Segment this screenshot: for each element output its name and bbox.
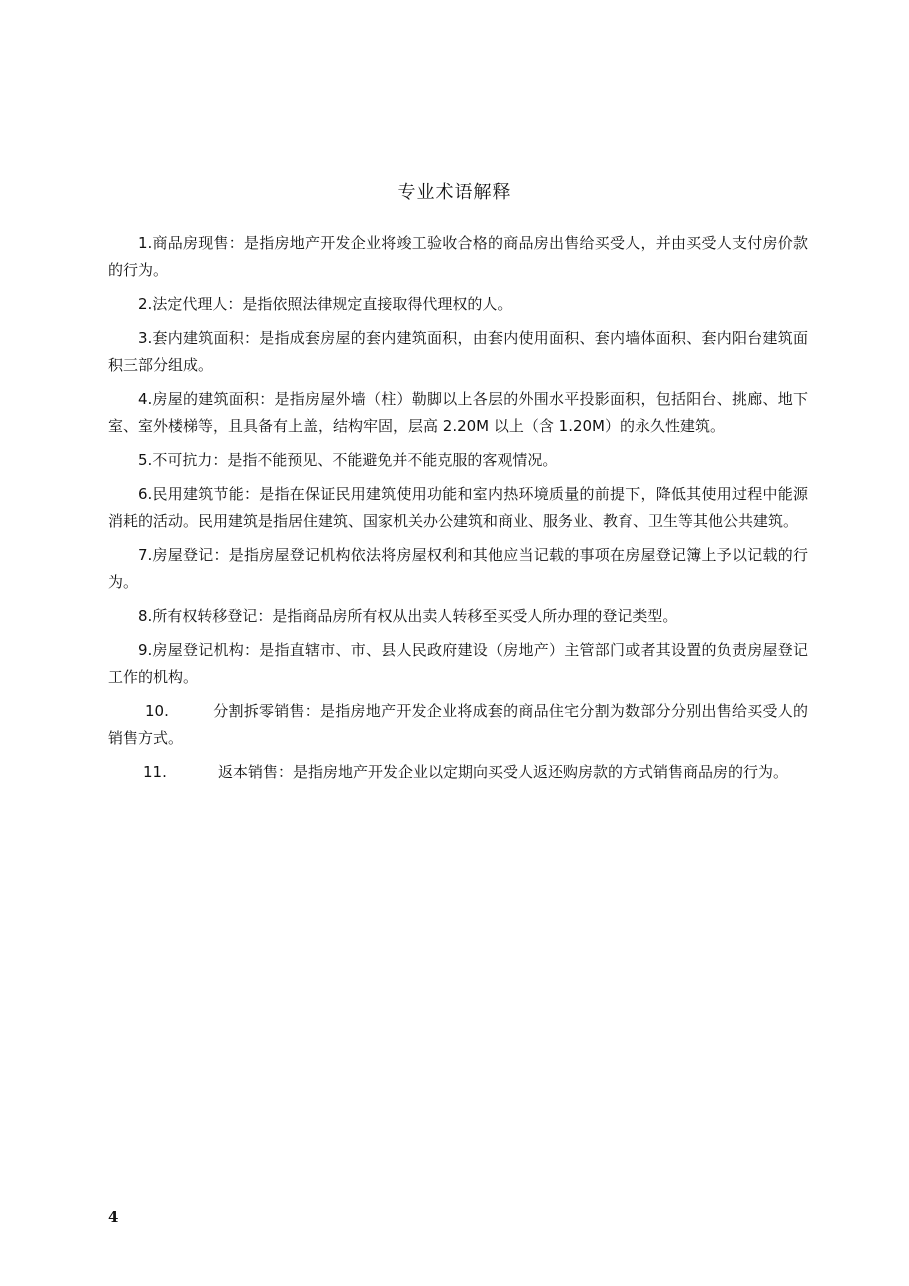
item-text: 返本销售：是指房地产开发企业以定期向买受人返还购房款的方式销售商品房的行为。 xyxy=(218,763,789,781)
list-item xyxy=(108,603,808,630)
list-item xyxy=(108,481,808,535)
item-number: 11. xyxy=(143,763,167,781)
item-text: 所有权转移登记：是指商品房所有权从出卖人转移至买受人所办理的登记类型。 xyxy=(152,607,678,625)
list-item xyxy=(108,325,808,379)
item-text: 房屋登记机构：是指直辖市、市、县人民政府建设（房地产）主管部门或者其设置的负责房屋登记工作的机构。 xyxy=(108,641,808,686)
item-number: 9. xyxy=(138,641,153,659)
item-text: 商品房现售：是指房地产开发企业将竣工验收合格的商品房出售给买受人，并由买受人支付房价款的行为。 xyxy=(108,234,808,279)
item-text: 房屋登记：是指房屋登记机构依法将房屋权利和其他应当记载的事项在房屋登记簿上予以记载的行为。 xyxy=(108,546,808,591)
list-item xyxy=(108,447,808,474)
list-item xyxy=(108,637,808,691)
item-text: 房屋的建筑面积：是指房屋外墙（柱）勒脚以上各层的外围水平投影面积，包括阳台、挑廊、地下室、室外楼梯等，且具备有上盖，结构牢固，层高 2.20M 以上（含 1.20M）的永久性建筑。 xyxy=(108,390,808,435)
item-number: 6. xyxy=(138,485,153,503)
item-text: 民用建筑节能：是指在保证民用建筑使用功能和室内热环境质量的前提下，降低其使用过程中能源消耗的活动。民用建筑是指居住建筑、国家机关办公建筑和商业、服务业、教育、卫生等其他公共建筑。 xyxy=(108,485,808,530)
list-item xyxy=(108,698,808,752)
item-number: 8. xyxy=(138,607,153,625)
list-item xyxy=(108,230,808,284)
item-number: 4. xyxy=(138,390,153,408)
item-text: 套内建筑面积：是指成套房屋的套内建筑面积，由套内使用面积、套内墙体面积、套内阳台建筑面积三部分组成。 xyxy=(108,329,808,374)
item-number: 5. xyxy=(138,451,153,469)
item-text: 法定代理人：是指依照法律规定直接取得代理权的人。 xyxy=(152,295,513,313)
item-number: 3. xyxy=(138,329,153,347)
terms-list xyxy=(108,230,808,793)
item-number: 10. xyxy=(145,702,169,720)
item-text: 不可抗力：是指不能预见、不能避免并不能克服的客观情况。 xyxy=(152,451,558,469)
item-text: 分割拆零销售：是指房地产开发企业将成套的商品住宅分割为数部分分别出售给买受人的销售方式。 xyxy=(108,702,808,747)
list-item xyxy=(108,759,808,786)
page-number: 4 xyxy=(108,1208,119,1226)
item-number: 7. xyxy=(138,546,153,564)
page-title: 专业术语解释 xyxy=(397,182,512,203)
item-number: 1. xyxy=(138,234,153,252)
list-item xyxy=(108,291,808,318)
list-item xyxy=(108,386,808,440)
list-item xyxy=(108,542,808,596)
item-number: 2. xyxy=(138,295,153,313)
